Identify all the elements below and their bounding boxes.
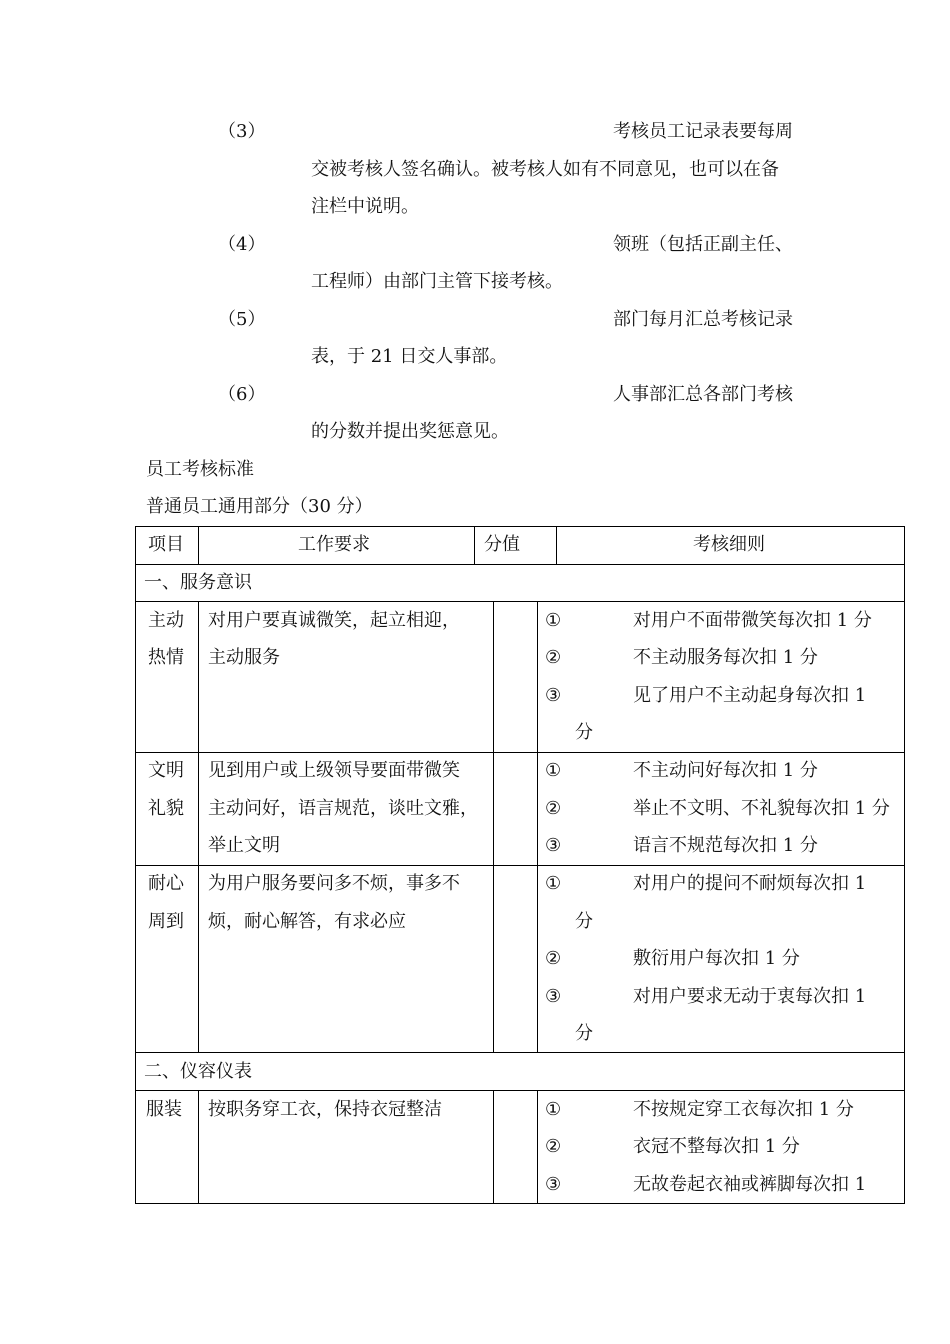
detail-text: 不主动问好每次扣 1 分 — [633, 760, 818, 781]
detail-text: 举止不文明、不礼貌每次扣 1 分 — [633, 798, 890, 819]
detail-text: 对用户要求无动于衷每次扣 1 — [633, 986, 867, 1007]
detail-text-cont: 分 — [575, 722, 593, 743]
procedure-text: 的分数并提出奖惩意见。 — [311, 421, 509, 442]
procedure-number: （3） — [218, 121, 266, 142]
detail-text-cont: 分 — [575, 911, 593, 932]
header-requirement: 工作要求 — [298, 534, 370, 555]
row-requirement: 烦，耐心解答，有求必应 — [208, 911, 406, 932]
detail-marker: ② — [545, 948, 562, 969]
detail-marker: ③ — [545, 835, 562, 856]
detail-text: 对用户的提问不耐烦每次扣 1 — [633, 873, 867, 894]
header-item: 项目 — [148, 534, 184, 555]
detail-marker: ① — [545, 873, 562, 894]
row-requirement: 按职务穿工衣，保持衣冠整洁 — [208, 1099, 442, 1120]
row-item: 主动 — [148, 610, 184, 631]
detail-text: 语言不规范每次扣 1 分 — [633, 835, 818, 856]
procedure-text: 人事部汇总各部门考核 — [613, 384, 793, 405]
detail-marker: ② — [545, 647, 562, 668]
procedure-text: 注栏中说明。 — [311, 196, 419, 217]
row-item: 耐心 — [148, 873, 184, 894]
detail-marker: ② — [545, 1136, 562, 1157]
row-requirement: 主动服务 — [208, 647, 280, 668]
detail-marker: ① — [545, 610, 562, 631]
procedure-text: 交被考核人签名确认。被考核人如有不同意见，也可以在备 — [311, 159, 779, 180]
row-requirement: 对用户要真诚微笑，起立相迎， — [208, 610, 460, 631]
procedure-number: （5） — [218, 309, 266, 330]
detail-text: 见了用户不主动起身每次扣 1 — [633, 685, 867, 706]
header-score: 分值 — [484, 534, 520, 555]
row-requirement: 为用户服务要问多不烦，事多不 — [208, 873, 460, 894]
detail-text-cont: 分 — [575, 1023, 593, 1044]
row-item: 热情 — [148, 647, 184, 668]
procedure-text: 表，于 21 日交人事部。 — [311, 346, 508, 367]
detail-marker: ① — [545, 1099, 562, 1120]
procedure-text: 考核员工记录表要每周 — [613, 121, 793, 142]
procedure-number: （4） — [218, 234, 266, 255]
detail-text: 不主动服务每次扣 1 分 — [633, 647, 818, 668]
detail-marker: ③ — [545, 1174, 562, 1195]
procedure-text: 领班（包括正副主任、 — [613, 234, 793, 255]
sub-title: 普通员工通用部分（30 分） — [146, 496, 373, 517]
detail-text: 不按规定穿工衣每次扣 1 分 — [633, 1099, 854, 1120]
detail-text: 对用户不面带微笑每次扣 1 分 — [633, 610, 872, 631]
detail-text: 无故卷起衣袖或裤脚每次扣 1 — [633, 1174, 867, 1195]
category-row: 二、仪容仪表 — [144, 1061, 252, 1082]
section-title: 员工考核标准 — [146, 459, 254, 480]
detail-text: 衣冠不整每次扣 1 分 — [633, 1136, 800, 1157]
procedure-text: 工程师）由部门主管下接考核。 — [311, 271, 563, 292]
detail-marker: ① — [545, 760, 562, 781]
row-item: 周到 — [148, 911, 184, 932]
row-requirement: 见到用户或上级领导要面带微笑 — [208, 760, 460, 781]
detail-text: 敷衍用户每次扣 1 分 — [633, 948, 800, 969]
detail-marker: ② — [545, 798, 562, 819]
row-requirement: 举止文明 — [208, 835, 280, 856]
row-item: 礼貌 — [148, 798, 184, 819]
row-item: 文明 — [148, 760, 184, 781]
detail-marker: ③ — [545, 685, 562, 706]
row-requirement: 主动问好，语言规范，谈吐文雅， — [208, 798, 478, 819]
header-detail: 考核细则 — [693, 534, 765, 555]
detail-marker: ③ — [545, 986, 562, 1007]
category-row: 一、服务意识 — [144, 572, 252, 593]
procedure-text: 部门每月汇总考核记录 — [613, 309, 793, 330]
row-item: 服装 — [146, 1099, 182, 1120]
procedure-number: （6） — [218, 384, 266, 405]
